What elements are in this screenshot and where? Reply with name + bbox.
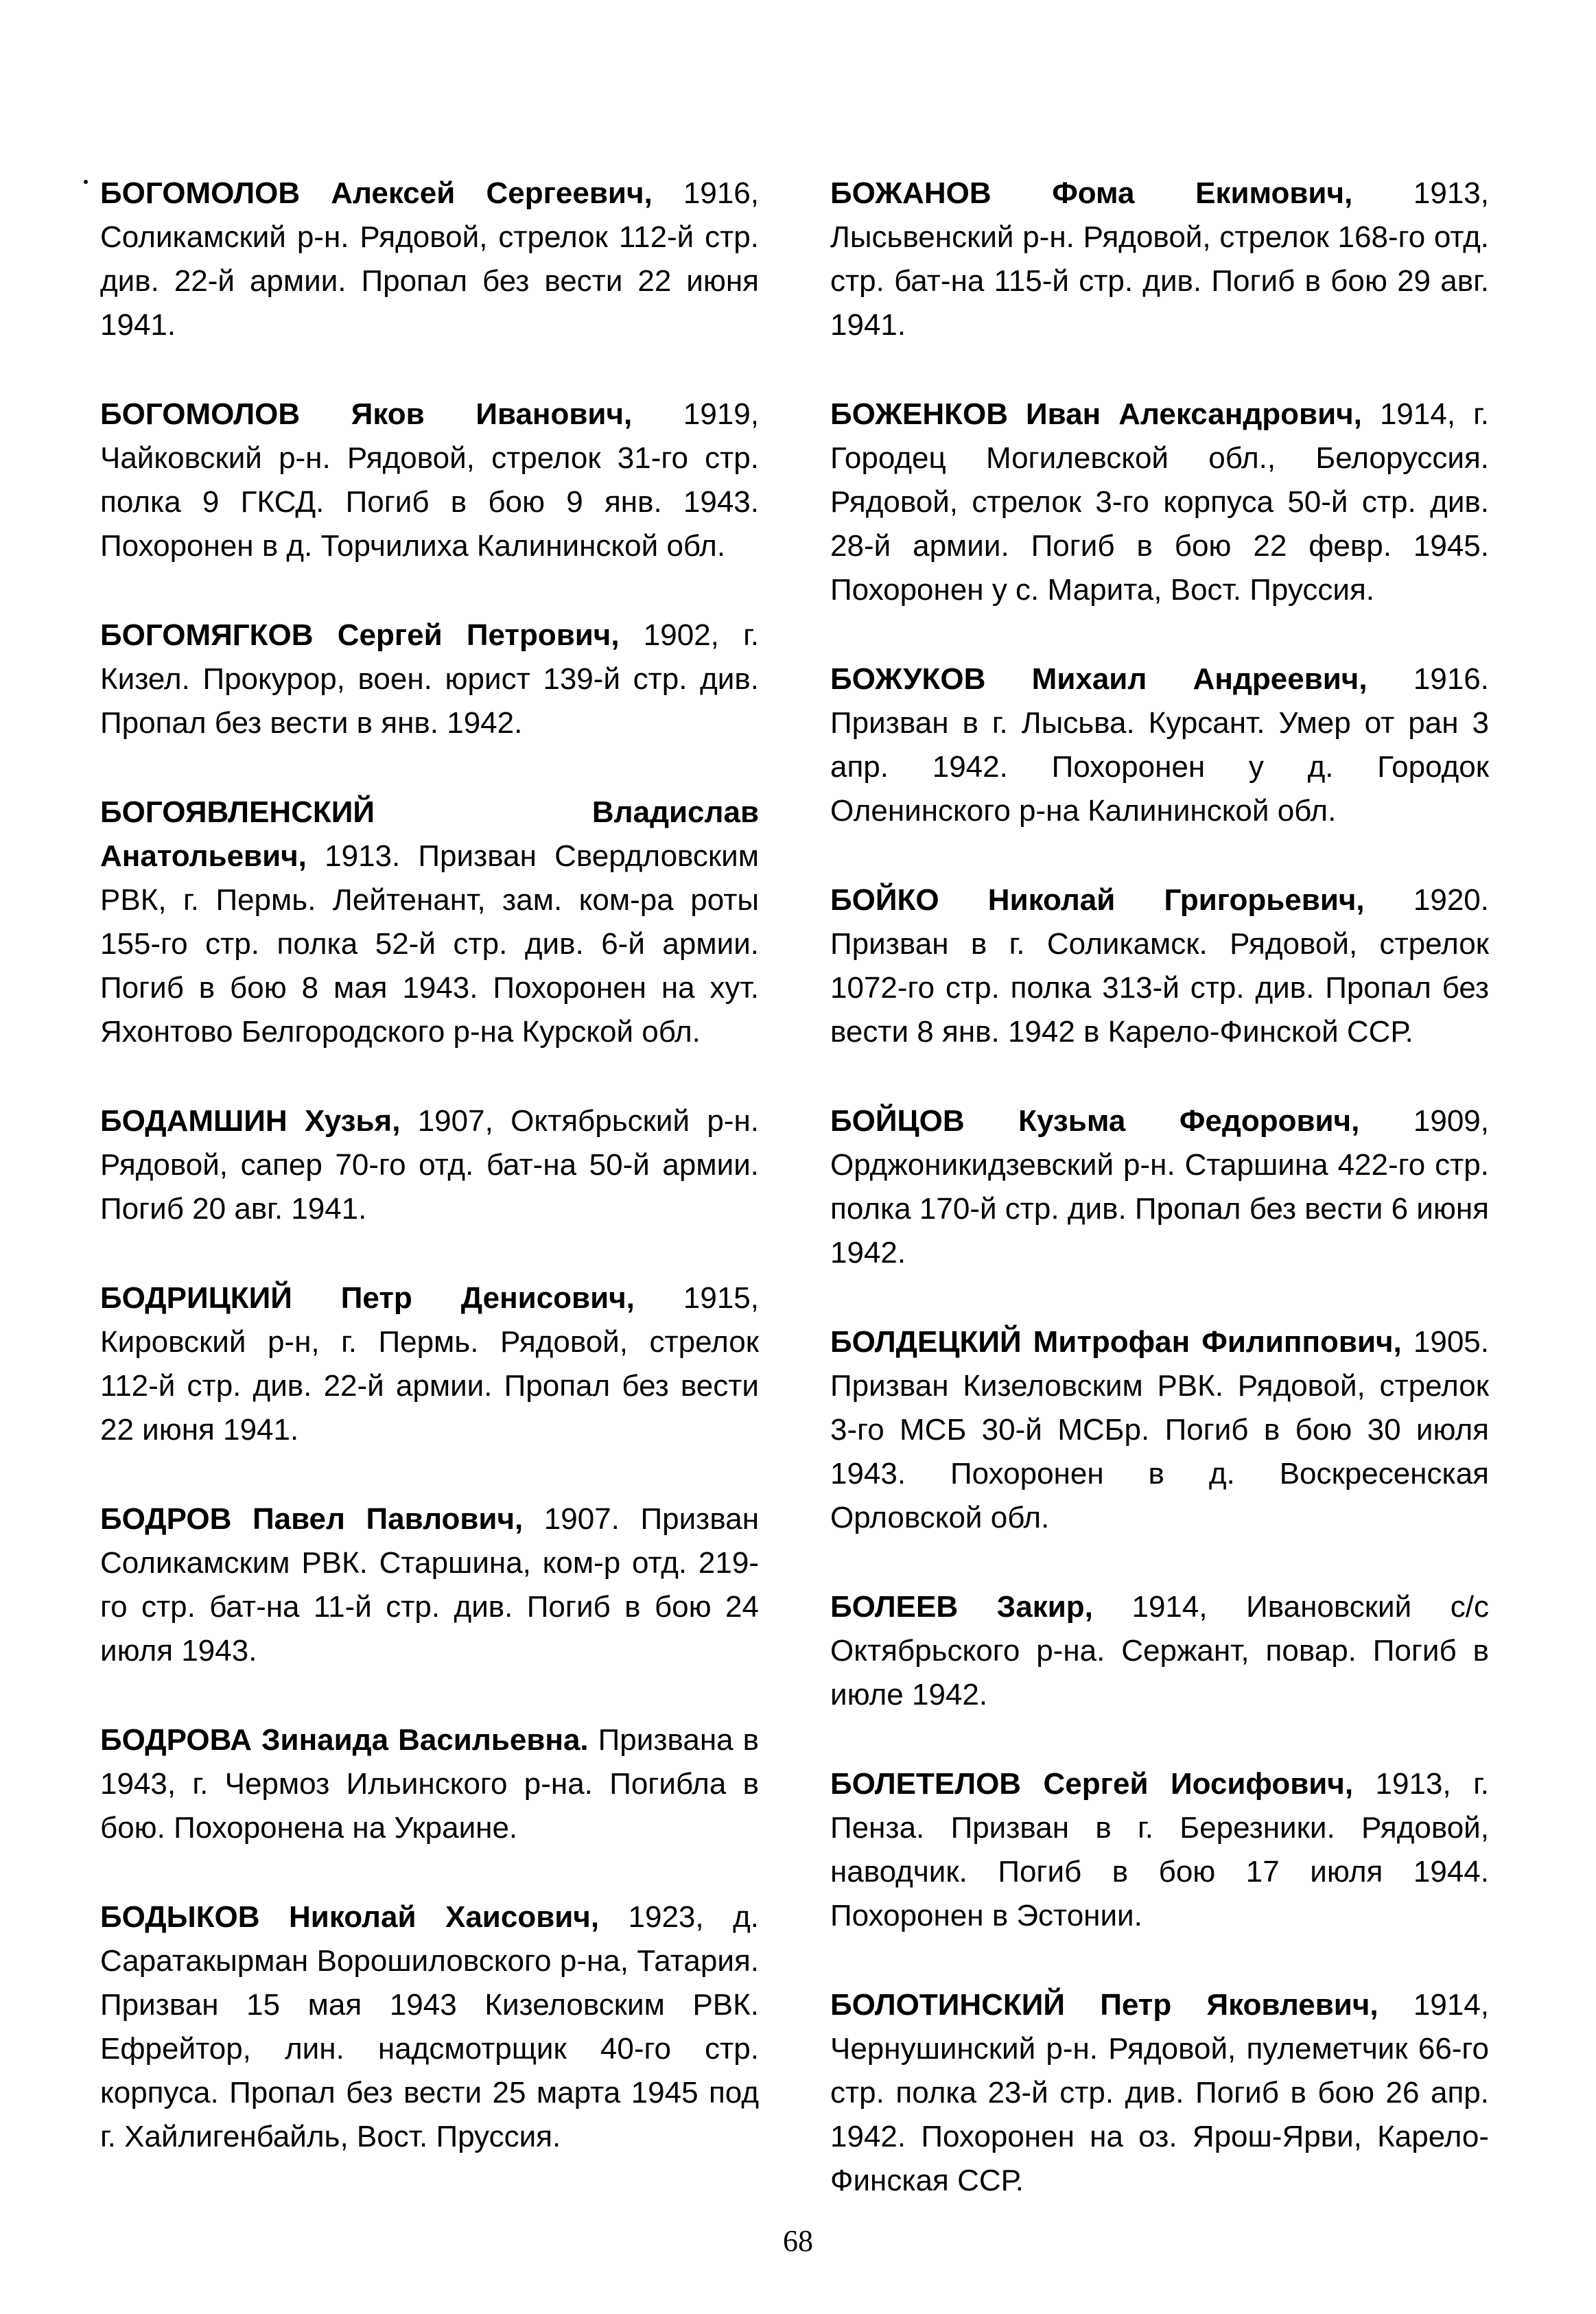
entry-text: 1907, Октябрьский р-н. Рядовой, сапер 70-го отд. бат-на 50-й армии. Погиб 20 авг. 1941. [100,1104,759,1226]
entry [830,172,1489,347]
entry-name: БОГОЯВЛЕНСКИЙ Владислав Анатольевич, [100,795,759,873]
entry [830,1983,1489,2203]
entry-name: БОЙКО Николай Григорьевич, [830,883,1365,917]
entry [830,393,1489,612]
page-number: 68 [783,2224,813,2258]
entry-text: Призвана в 1943, г. Чермоз Ильинского р-на. Погибла в бою. Похоронена на Украине. [100,1723,759,1845]
entry-text: 1902, г. Кизел. Прокурор, воен. юрист 139-й стр. див. Пропал без вести в янв. 1942. [100,618,759,740]
entry-text: 1919, Чайковский р-н. Рядовой, стрелок 31-го стр. полка 9 ГКСД. Погиб в бою 9 янв. 1943. Похоронен в д. Торчилиха Калининской обл. [100,397,759,563]
entry-name: БОГОМЯГКОВ Сергей Петрович, [100,618,620,652]
scan-speck [84,180,88,184]
entry [830,1320,1489,1540]
left-column [100,172,759,2204]
entry-name: БОДРОВА Зинаида Васильевна. [100,1723,589,1757]
entry [100,791,759,1054]
entry-text: 1913, Лысьвенский р-н. Рядовой, стрелок 168-го отд. стр. бат-на 115-й стр. див. Погиб в бою 29 авг. 1941. [830,176,1489,342]
entry [100,613,759,745]
entry-name: БОЛДЕЦКИЙ Митрофан Филиппович, [830,1325,1402,1359]
entry [100,393,759,568]
entry [100,1099,759,1231]
entry-name: БОДЫКОВ Николай Хаисович, [100,1900,600,1934]
entry-text: 1914, Ивановский с/с Октябрьского р-на. Сержант, повар. Погиб в июле 1942. [830,1590,1489,1711]
entry-name: БОЙЦОВ Кузьма Федорович, [830,1104,1360,1138]
entry-name: БОЛЕТЕЛОВ Сергей Иосифович, [830,1767,1354,1801]
entry [100,1497,759,1673]
entry-name: БОГОМОЛОВ Яков Иванович, [100,397,633,431]
entry-name: БОЖЕНКОВ Иван Александрович, [830,397,1362,431]
entry-text: 1914, г. Городец Могилевской обл., Белоруссия. Рядовой, стрелок 3-го корпуса 50-й стр. див. 28-й армии. Погиб в бою 22 февр. 1945. Похоронен у с. Марита, Вост. Пруссия. [830,397,1489,607]
entry-text: 1907. Призван Соликамским РВК. Старшина, ком-р отд. 219-го стр. бат-на 11-й стр. див. Погиб в бою 24 июля 1943. [100,1502,759,1668]
entry-text: 1923, д. Саратакырман Ворошиловского р-на, Татария. Призван 15 мая 1943 Кизеловским РВК. Ефрейтор, лин. надсмотрщик 40-го стр. корпуса. Пропал без вести 25 марта 1945 под г. Хайлигенбайль, Вост. Пруссия. [100,1900,759,2153]
entry-name: БОДРОВ Павел Павлович, [100,1502,524,1536]
entry-name: БОЖУКОВ Михаил Андреевич, [830,662,1368,696]
right-column [830,172,1489,2248]
entry [830,1585,1489,1717]
entry-text: 1920. Призван в г. Соликамск. Рядовой, стрелок 1072-го стр. полка 313-й стр. див. Пропал без вести 8 янв. 1942 в Карело-Финской ССР. [830,883,1489,1049]
entry [830,878,1489,1054]
entry-name: БОДРИЦКИЙ Петр Денисович, [100,1281,635,1315]
entry-name: БОГОМОЛОВ Алексей Сергеевич, [100,176,653,210]
entry-text: 1905. Призван Кизеловским РВК. Рядовой, стрелок 3-го МСБ 30-й МСБр. Погиб в бою 30 июля 1943. Похоронен в д. Воскресенская Орловской обл. [830,1325,1489,1534]
entry-text: 1909, Орджоникидзевский р-н. Старшина 422-го стр. полка 170-й стр. див. Пропал без вести 6 июня 1942. [830,1104,1490,1270]
entry [100,1718,759,1850]
entry-name: БОЛЕЕВ Закир, [830,1590,1093,1624]
entry-text: 1913, г. Пенза. Призван в г. Березники. Рядовой, наводчик. Погиб в бою 17 июля 1944. Похоронен в Эстонии. [830,1767,1489,1932]
entry-name: БОЖАНОВ Фома Екимович, [830,176,1353,210]
entry-text: 1913. Призван Свердловским РВК, г. Пермь. Лейтенант, зам. ком-ра роты 155-го стр. полка 52-й стр. див. 6-й армии. Погиб в бою 8 мая 1943. Похоронен на хут. Яхонтово Белгородского р-на Курской обл. [100,839,759,1049]
entry [830,1099,1489,1275]
entry [100,1895,759,2159]
entry [100,1276,759,1452]
entry-text: 1915, Кировский р-н, г. Пермь. Рядовой, стрелок 112-й стр. див. 22-й армии. Пропал без вести 22 июня 1941. [100,1281,759,1447]
entry [100,172,759,347]
entry-name: БОЛОТИНСКИЙ Петр Яковлевич, [830,1988,1378,2022]
entry [830,657,1489,833]
entry-name: БОДАМШИН Хузья, [100,1104,401,1138]
entry-text: 1916, Соликамский р-н. Рядовой, стрелок 112-й стр. див. 22-й армии. Пропал без вести 22 июня 1941. [100,176,759,342]
entry [830,1762,1489,1938]
entry-text: 1916. Призван в г. Лысьва. Курсант. Умер от ран 3 апр. 1942. Похоронен у д. Городок Оленинского р-на Калининской обл. [830,662,1489,828]
entry-text: 1914, Чернушинский р-н. Рядовой, пулеметчик 66-го стр. полка 23-й стр. див. Погиб в бою 26 апр. 1942. Похоронен на оз. Ярош-Ярви, Карело-Финская ССР. [830,1988,1489,2197]
